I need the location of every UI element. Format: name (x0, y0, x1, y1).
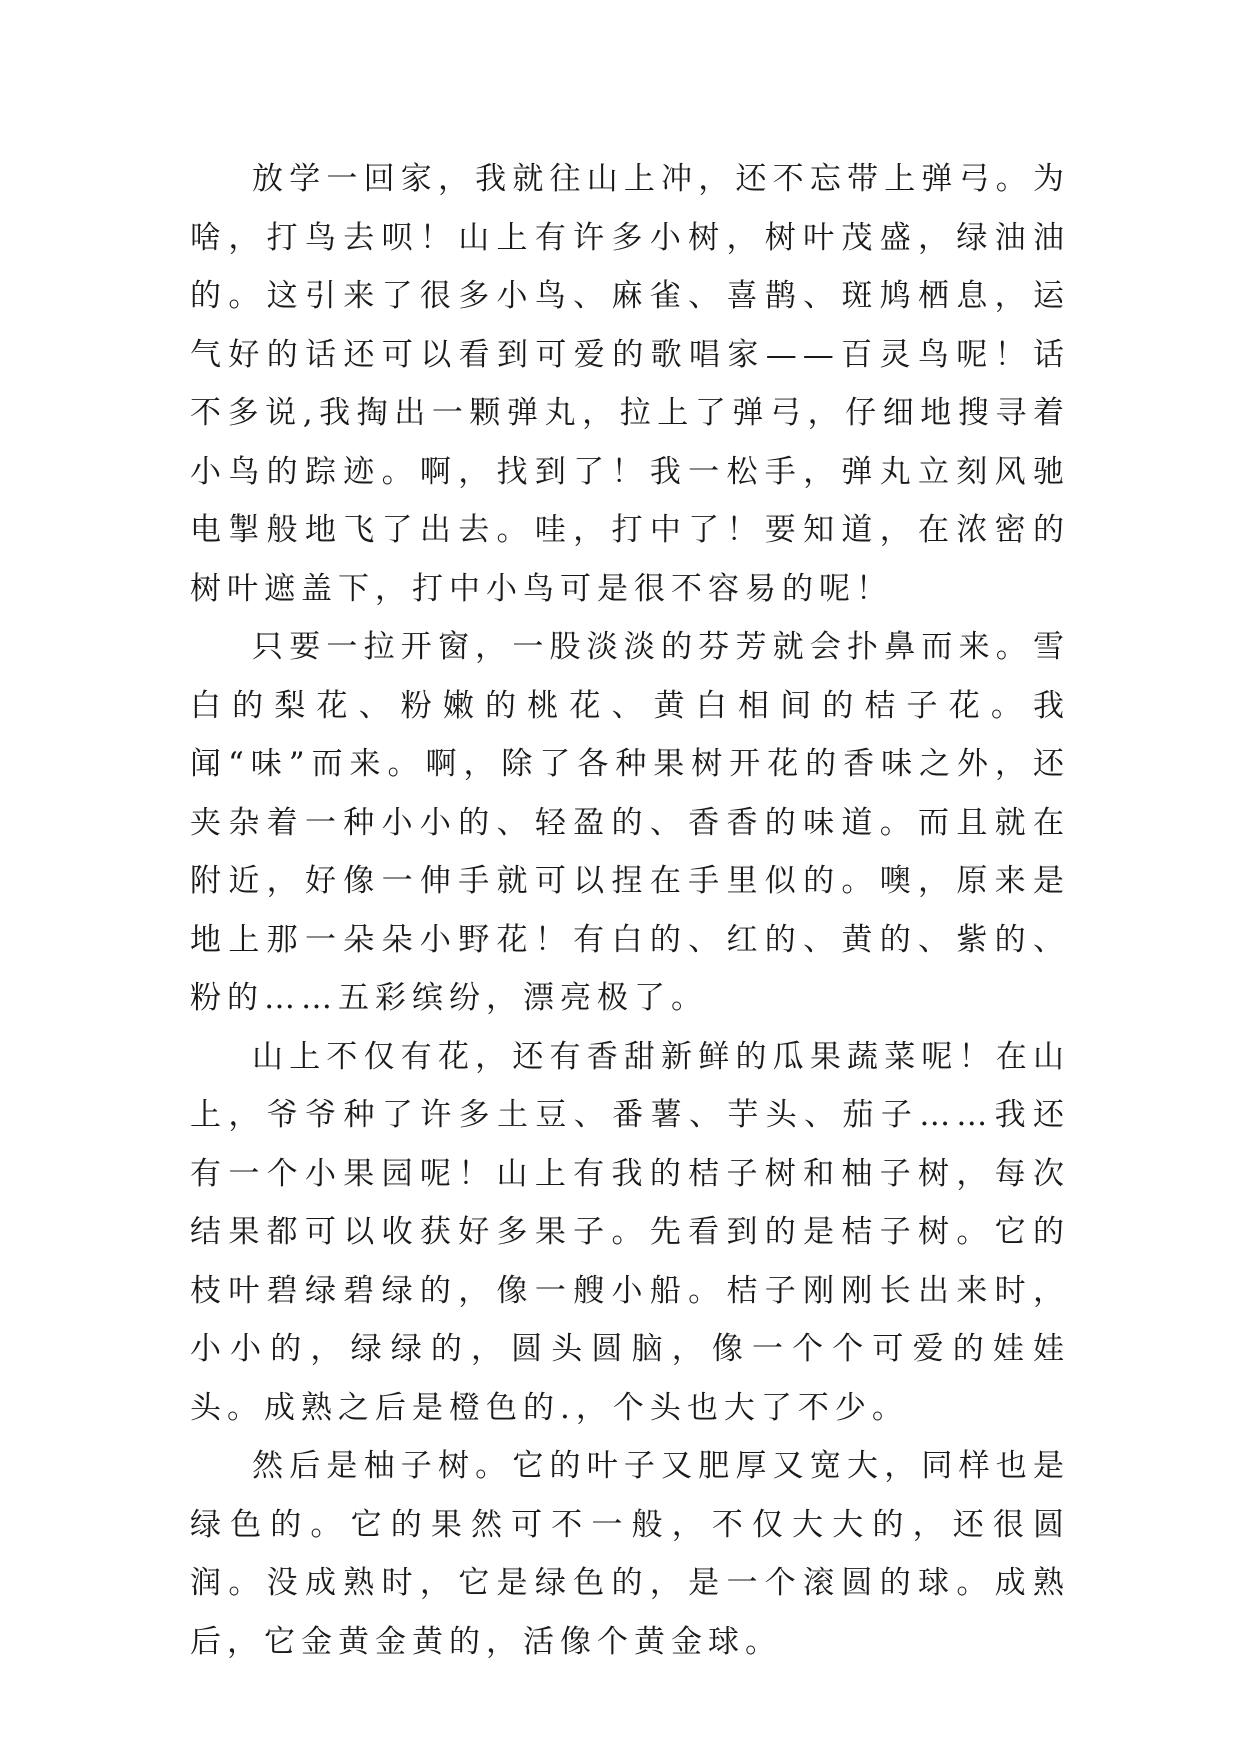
paragraph-3: 山上不仅有花，还有香甜新鲜的瓜果蔬菜呢！在山上，爷爷种了许多土豆、番薯、芋头、茄子……我还有一个小果园呢！山上有我的桔子树和柚子树，每次结果都可以收获好多果子。先看到的是桔子树。它的枝叶碧绿碧绿的，像一艘小船。桔子刚刚长出来时，小小的，绿绿的，圆头圆脑，像一个个可爱的娃娃头。成熟之后是橙色的.，个头也大了不少。 (190, 1038, 1070, 1426)
paragraph-1: 放学一回家，我就往山上冲，还不忘带上弹弓。为啥，打鸟去呗！山上有许多小树，树叶茂盛，绿油油的。这引来了很多小鸟、麻雀、喜鹊、斑鸠栖息，运气好的话还可以看到可爱的歌唱家——百灵鸟呢！话不多说,我掏出一颗弹丸，拉上了弹弓，仔细地搜寻着小鸟的踪迹。啊，找到了！我一松手，弹丸立刻风驰电掣般地飞了出去。哇，打中了！要知道，在浓密的树叶遮盖下，打中小鸟可是很不容易的呢！ (190, 161, 1070, 607)
paragraph-2: 只要一拉开窗，一股淡淡的芬芳就会扑鼻而来。雪白的梨花、粉嫩的桃花、黄白相间的桔子花。我闻“味”而来。啊，除了各种果树开花的香味之外，还夹杂着一种小小的、轻盈的、香香的味道。而且就在附近，好像一伸手就可以捏在手里似的。噢，原来是地上那一朵朵小野花！有白的、红的、黄的、紫的、粉的……五彩缤纷，漂亮极了。 (190, 629, 1070, 1016)
document-body (190, 150, 1070, 1671)
paragraph-4: 然后是柚子树。它的叶子又肥厚又宽大，同样也是绿色的。它的果然可不一般，不仅大大的，还很圆润。没成熟时，它是绿色的，是一个滚圆的球。成熟后，它金黄金黄的，活像个黄金球。 (190, 1448, 1070, 1660)
